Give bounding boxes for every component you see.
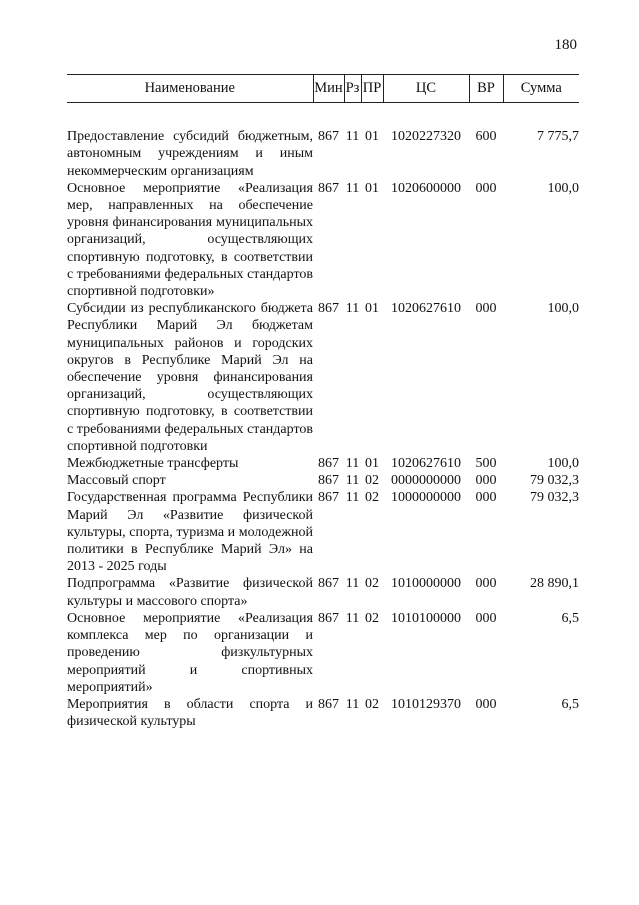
row-cs: 1010129370	[391, 696, 461, 712]
row-name: Государственная программа Республики Марий Эл «Развитие физической культуры, спорта, туризма и молодежной политики в Республике Марий Эл» на 2013 - 2025 годы	[67, 490, 313, 575]
row-cs: 1020600000	[391, 180, 461, 196]
row-sum: 79 032,3	[530, 490, 579, 506]
budget-table	[67, 74, 579, 730]
row-sum: 79 032,3	[530, 473, 579, 489]
header-name: Наименование	[67, 75, 313, 103]
header-vr: ВР	[469, 75, 503, 103]
row-name: Массовый спорт	[67, 473, 166, 489]
row-rz: 11	[345, 129, 360, 145]
row-rz: 11	[345, 180, 360, 196]
row-cs: 1010100000	[391, 610, 461, 626]
row-name: Подпрограмма «Развитие физической культуры и массового спорта»	[67, 576, 313, 609]
table-row	[67, 610, 579, 696]
row-cs: 1020627610	[391, 456, 461, 472]
row-pr: 01	[365, 180, 379, 196]
header-min: Мин	[313, 75, 344, 103]
row-sum: 7 775,7	[537, 129, 579, 145]
row-name: Межбюджетные трансферты	[67, 456, 239, 472]
row-vr: 600	[475, 129, 497, 145]
row-vr: 000	[475, 473, 497, 489]
header-pr: ПР	[361, 75, 383, 103]
table-row	[67, 575, 579, 609]
header-cs: ЦС	[383, 75, 469, 103]
row-vr: 500	[475, 456, 497, 472]
table-row	[67, 489, 579, 575]
row-sum: 100,0	[547, 301, 579, 317]
page-number: 180	[554, 37, 577, 53]
row-min: 867	[318, 610, 339, 626]
row-rz: 11	[345, 301, 360, 317]
row-sum: 100,0	[547, 456, 579, 472]
row-min: 867	[318, 490, 339, 506]
row-cs: 0000000000	[391, 473, 461, 489]
row-min: 867	[318, 696, 339, 712]
table-row	[67, 472, 579, 489]
row-name: Предоставление субсидий бюджетным, автономным учреждениям и иным некоммерческим организациям	[67, 129, 313, 179]
table-row	[67, 696, 579, 730]
row-min: 867	[318, 473, 339, 489]
table-spacer	[67, 103, 579, 129]
row-pr: 01	[365, 301, 379, 317]
row-pr: 01	[365, 456, 379, 472]
table-row	[67, 128, 579, 180]
row-rz: 11	[345, 696, 360, 712]
row-name: Мероприятия в области спорта и физической культуры	[67, 696, 313, 730]
row-min: 867	[318, 576, 339, 592]
row-vr: 000	[475, 610, 497, 626]
row-pr: 01	[365, 129, 379, 145]
row-name: Субсидии из республиканского бюджета Республики Марий Эл бюджетам муниципальных районов и городских округов в Республике Марий Эл на обеспечение уровня финансирования организаций, осуществляющих спортивную подготовку, в соответствии с требованиями федеральных стандартов спортивной подготовки	[67, 301, 313, 454]
table-row	[67, 180, 579, 300]
row-vr: 000	[475, 490, 497, 506]
row-vr: 000	[475, 576, 497, 592]
header-sum: Сумма	[503, 75, 579, 103]
row-rz: 11	[345, 610, 360, 626]
row-rz: 11	[345, 456, 360, 472]
row-pr: 02	[365, 696, 379, 712]
row-vr: 000	[475, 301, 497, 317]
row-cs: 1000000000	[391, 490, 461, 506]
row-vr: 000	[475, 180, 497, 196]
row-pr: 02	[365, 490, 379, 506]
table-row	[67, 300, 579, 455]
row-sum: 6,5	[561, 610, 579, 626]
row-cs: 1020227320	[391, 129, 461, 145]
row-min: 867	[318, 129, 339, 145]
row-min: 867	[318, 180, 339, 196]
row-pr: 02	[365, 576, 379, 592]
row-name: Основное мероприятие «Реализация комплекса мер по организации и проведению физкультурных мероприятий и спортивных мероприятий»	[67, 610, 313, 695]
row-rz: 11	[345, 490, 360, 506]
row-min: 867	[318, 456, 339, 472]
row-sum: 28 890,1	[530, 576, 579, 592]
row-name: Основное мероприятие «Реализация мер, направленных на обеспечение уровня финансирования муниципальных организаций, осуществляющих спортивную подготовку, в соответствии с требованиями федеральных стандартов спортивной подготовки»	[67, 180, 313, 300]
row-pr: 02	[365, 473, 379, 489]
row-sum: 100,0	[547, 180, 579, 196]
row-cs: 1010000000	[391, 576, 461, 592]
row-cs: 1020627610	[391, 301, 461, 317]
row-rz: 11	[345, 576, 360, 592]
row-pr: 02	[365, 610, 379, 626]
table-header-row	[67, 75, 579, 103]
table-row	[67, 455, 579, 472]
row-sum: 6,5	[561, 696, 579, 712]
row-rz: 11	[345, 473, 360, 489]
row-min: 867	[318, 301, 339, 317]
header-rz: Рз	[344, 75, 361, 103]
row-vr: 000	[475, 696, 497, 712]
